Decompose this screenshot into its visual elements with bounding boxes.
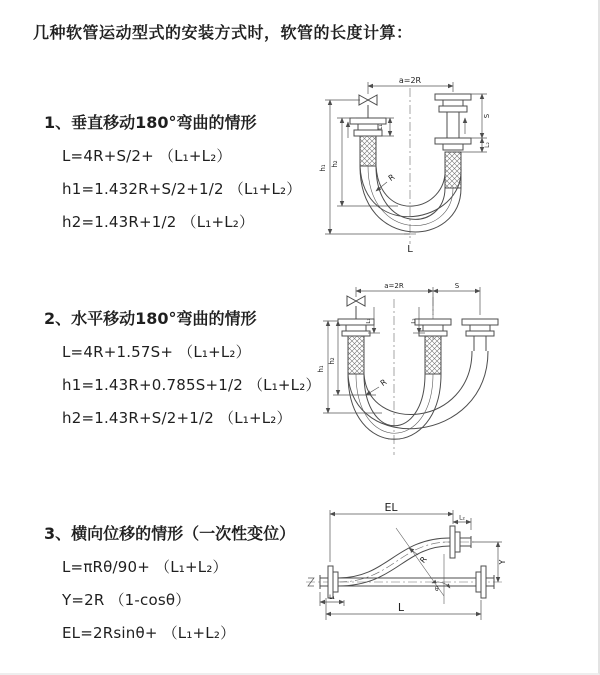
section-1-heading: 1、垂直移动180°弯曲的情形	[44, 113, 257, 132]
dim-label-l1: L₁	[377, 124, 384, 130]
section-2-heading: 2、水平移动180°弯曲的情形	[44, 309, 257, 328]
flange-middle	[415, 319, 451, 336]
dim-label-el: EL	[384, 502, 398, 514]
formula-l: L=4R+1.57S+ （L₁+L₂）	[62, 343, 251, 361]
hose-braid-left	[348, 336, 364, 374]
formula-l: L=πRθ/90+ （L₁+L₂）	[62, 558, 228, 576]
angle-construction	[396, 528, 450, 604]
valve-icon	[359, 95, 377, 118]
dimension-l1	[320, 592, 344, 606]
flange-right	[462, 319, 498, 336]
valve-icon	[347, 296, 365, 319]
hose-braid-right	[445, 152, 461, 188]
formula-el: EL=2Rsinθ+ （L₁+L₂）	[62, 624, 236, 642]
dim-label-l-bottom: L	[407, 244, 413, 255]
dim-label-h2: h₂	[331, 160, 339, 168]
formula-l: L=4R+S/2+ （L₁+L₂）	[62, 147, 232, 165]
dimension-a2r	[368, 76, 453, 94]
dim-label-h1: h₁	[317, 365, 325, 373]
dim-label-r: R	[386, 172, 397, 183]
formula-y: Y=2R （1-cosθ）	[62, 591, 191, 609]
flange-right-upper	[435, 94, 471, 112]
dim-label-a2r: a=2R	[384, 282, 404, 290]
flange-right-lower	[435, 138, 471, 150]
pipe-neck-right	[474, 336, 486, 351]
section-3-heading: 3、横向位移的情形（一次性变位）	[44, 524, 296, 543]
dimension-l	[326, 598, 481, 620]
dim-label-theta: θ	[435, 586, 439, 593]
dim-label-r: R	[378, 377, 389, 388]
dim-label-h2: h₂	[328, 357, 336, 365]
dimension-a2r	[356, 282, 480, 315]
diagram-lateral-displacement	[298, 502, 600, 650]
flange-right-lower	[476, 566, 494, 598]
section-vertical-movement	[44, 110, 301, 232]
formula-h2: h2=1.43R+1/2 （L₁+L₂）	[62, 213, 255, 231]
dim-label-l1: L₁	[366, 318, 372, 324]
pipe-neck-right	[447, 112, 459, 138]
page-title: 几种软管运动型式的安装方式时，软管的长度计算：	[33, 23, 413, 42]
dimension-l2	[482, 138, 491, 152]
dim-label-r: R	[418, 554, 429, 565]
dimension-l2	[453, 515, 471, 531]
dim-label-l2: L₂	[411, 318, 417, 324]
hose-braid-left	[360, 136, 376, 166]
dim-label-l2: L₂	[484, 142, 491, 148]
hose-s-curve	[338, 538, 450, 586]
formula-h1: h1=1.432R+S/2+1/2 （L₁+L₂）	[62, 180, 302, 198]
dimension-s	[433, 282, 480, 291]
dim-label-s: S	[454, 282, 460, 290]
hose-braid-middle	[425, 336, 441, 374]
dim-label-l1: L₁	[329, 594, 335, 601]
dim-label-a2r: a=2R	[398, 76, 422, 85]
dim-label-l: L	[397, 601, 405, 614]
formula-h1: h1=1.43R+0.785S+1/2 （L₁+L₂）	[62, 376, 321, 394]
section-lateral-displacement	[44, 521, 295, 643]
dim-label-h1: h₁	[319, 164, 327, 172]
diagram-vertical-180-bend	[312, 76, 595, 256]
dimension-el	[330, 502, 453, 565]
formula-h2: h2=1.43R+S/2+1/2 （L₁+L₂）	[62, 409, 292, 427]
dim-label-l2: L₂	[459, 514, 465, 522]
dim-label-y: Y	[498, 559, 507, 565]
section-horizontal-movement	[44, 306, 321, 428]
diagram-horizontal-180-bend	[312, 281, 595, 465]
dim-label-s: S	[483, 113, 491, 119]
